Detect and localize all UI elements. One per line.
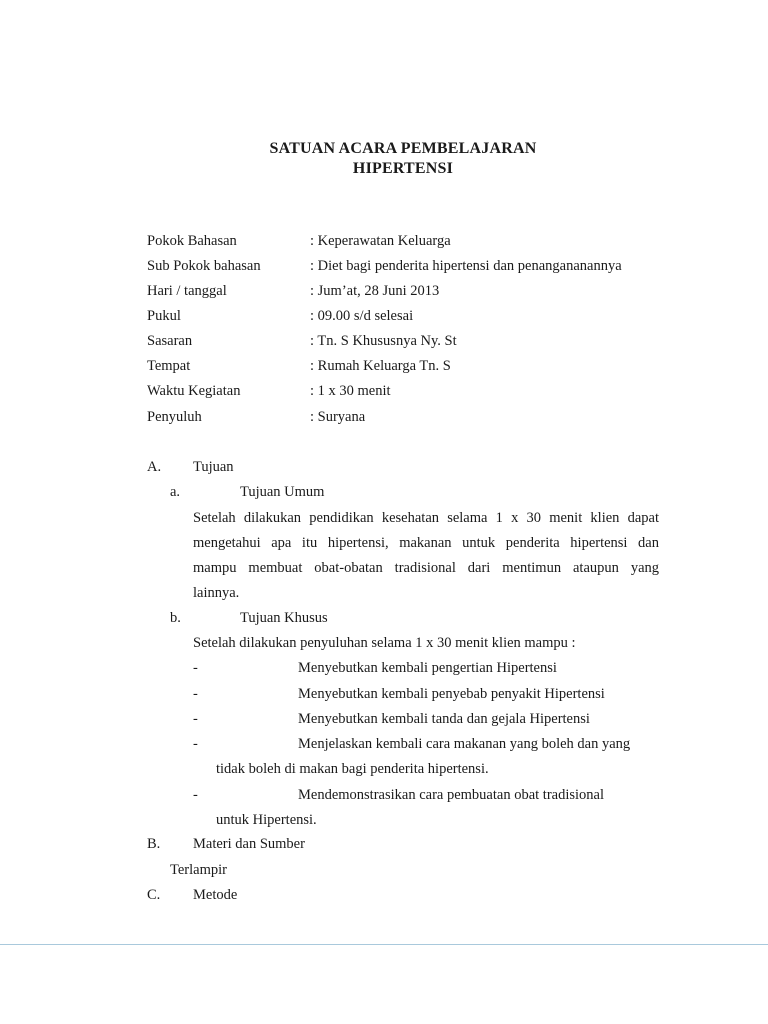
list-dash: - [193,686,198,702]
section-b-marker: B. [147,836,161,852]
document-subtitle: HIPERTENSI [352,160,454,177]
list-dash: - [193,736,198,752]
info-label: Pokok Bahasan [147,233,237,249]
document-title: SATUAN ACARA PEMBELAJARAN [269,140,537,157]
info-value: : Rumah Keluarga Tn. S [310,358,451,374]
info-value: : Diet bagi penderita hipertensi dan penangananannya [310,258,622,274]
subsection-a-marker: a. [170,484,181,500]
section-a-marker: A. [147,459,162,475]
info-label: Waktu Kegiatan [147,383,241,399]
page-bottom-divider [0,944,768,945]
info-value: : Tn. S Khususnya Ny. St [310,333,457,349]
paragraph-line: Setelah dilakukan penyuluhan selama 1 x 30 menit klien mampu : [193,635,576,651]
info-value: : 1 x 30 menit [310,383,391,399]
subsection-b-marker: b. [170,610,181,626]
section-c-heading: Metode [193,887,238,903]
list-dash: - [193,711,198,727]
info-label: Pukul [147,308,181,324]
list-item: Menyebutkan kembali tanda dan gejala Hipertensi [298,711,590,727]
list-dash: - [193,660,198,676]
info-label: Sub Pokok bahasan [147,258,261,274]
info-value: : Jum’at, 28 Juni 2013 [310,283,440,299]
info-value: : 09.00 s/d selesai [310,308,414,324]
list-dash: - [193,787,198,803]
info-value: : Suryana [310,409,366,425]
info-label: Sasaran [147,333,193,349]
section-b-body: Terlampir [170,862,227,878]
paragraph-line: Setelah dilakukan pendidikan kesehatan selama 1 x 30 menit klien dapat [193,510,659,526]
list-item-continuation: tidak boleh di makan bagi penderita hipertensi. [216,761,489,777]
paragraph-line: mampu membuat obat-obatan tradisional dari mentimun ataupun yang [193,560,659,576]
section-c-marker: C. [147,887,161,903]
list-item: Menyebutkan kembali penyebab penyakit Hipertensi [298,686,605,702]
info-label: Penyuluh [147,409,202,425]
paragraph-line: mengetahui apa itu hipertensi, makanan untuk penderita hipertensi dan [193,535,659,551]
list-item: Menjelaskan kembali cara makanan yang boleh dan yang [298,736,631,752]
subsection-a-heading: Tujuan Umum [240,484,325,500]
section-a-heading: Tujuan [193,459,234,475]
info-value: : Keperawatan Keluarga [310,233,451,249]
info-label: Hari / tanggal [147,283,227,299]
list-item: Menyebutkan kembali pengertian Hipertensi [298,660,557,676]
info-label: Tempat [147,358,191,374]
subsection-b-heading: Tujuan Khusus [240,610,328,626]
paragraph-line: lainnya. [193,585,240,601]
list-item: Mendemonstrasikan cara pembuatan obat tradisional [298,787,605,803]
section-b-heading: Materi dan Sumber [193,836,305,852]
list-item-continuation: untuk Hipertensi. [216,812,317,828]
